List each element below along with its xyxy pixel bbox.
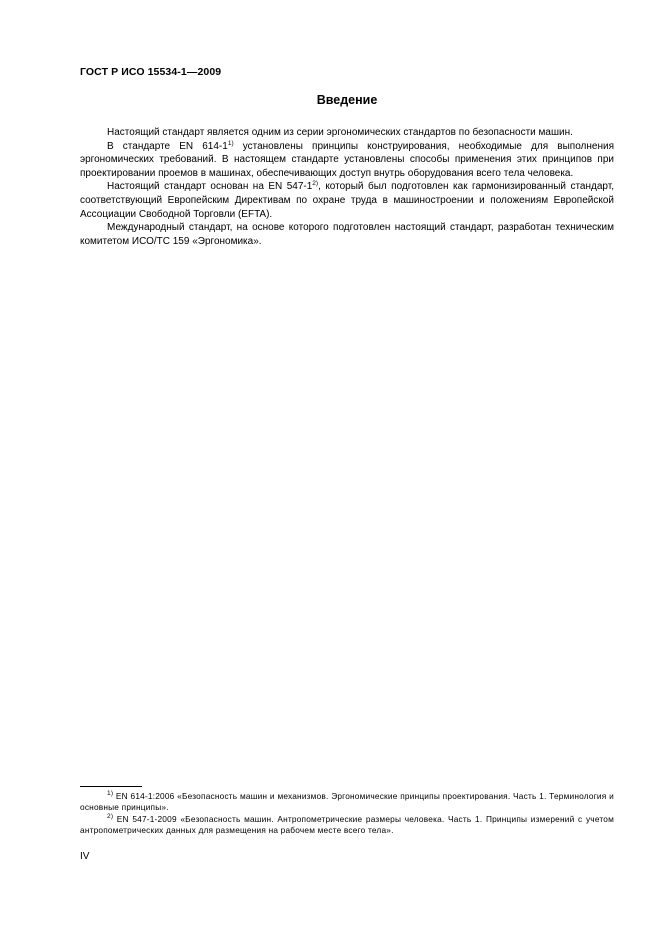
paragraph-3-text-end: , который был подготовлен как гармонизированный стандарт, соответствующий Европейским Директивам по охране труда в машиностроении и положениям Европейской Ассоциации Свободной Торговли (EFTA). <box>80 181 615 220</box>
paragraph-2-text-start: В стандарте EN 614-1 <box>107 140 228 152</box>
footnote-2-marker: 2) <box>107 812 114 820</box>
footnotes <box>80 791 614 837</box>
footnote-ref-1: 1) <box>227 139 234 147</box>
paragraph-4-text: Международный стандарт, на основе которого подготовлен настоящий стандарт, разработан техническим комитетом ИСО/ТС 159 «Эргономика». <box>80 222 614 247</box>
paragraph-3-text-start: Настоящий стандарт основан на EN 547-1 <box>107 181 313 193</box>
footnote-2-text: EN 547-1-2009 «Безопасность машин. Антропометрические размеры человека. Часть 1. Принципы измерений с учетом антропометрических данных для размещения на рабочем месте всего тела». <box>80 813 614 836</box>
paragraph-4 <box>80 221 614 248</box>
document-header: ГОСТ Р ИСО 15534-1—2009 <box>80 66 222 78</box>
footnote-ref-2: 2) <box>312 180 319 188</box>
footnote-2 <box>80 814 614 837</box>
paragraph-2 <box>80 140 614 181</box>
footnote-1-text: EN 614-1:2006 «Безопасность машин и механизмов. Эргономические принципы проектирования. Часть 1. Терминология и основные принципы». <box>80 791 614 813</box>
body-text <box>80 126 614 248</box>
footnote-1 <box>80 791 614 814</box>
paragraph-1 <box>80 126 614 140</box>
section-title: Введение <box>316 93 378 107</box>
footnote-divider <box>80 786 142 787</box>
paragraph-1-text: Настоящий стандарт является одним из серии эргономических стандартов по безопасности машин. <box>107 127 573 138</box>
page-number: IV <box>80 851 90 862</box>
footnote-1-marker: 1) <box>107 790 114 797</box>
paragraph-3 <box>80 180 614 221</box>
paragraph-2-text-end: установлены принципы конструирования, необходимые для выполнения эргономических требований. В настоящем стандарте установлены способы применения этих принципов при проектировании проемов в машинах, обеспечивающих доступ внутрь оборудования всего тела человека. <box>80 140 614 179</box>
